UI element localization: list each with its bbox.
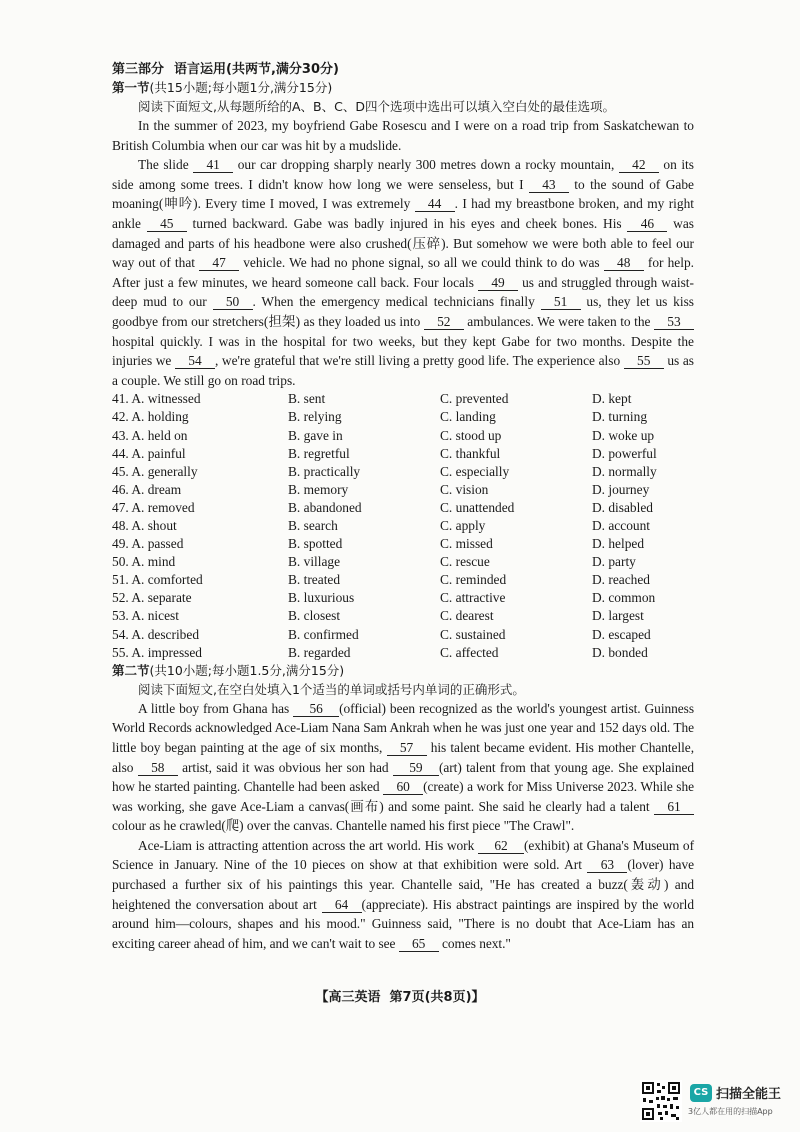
option-c: C. vision bbox=[440, 481, 489, 497]
section1-label: 第一节 bbox=[112, 80, 150, 95]
qr-code-icon bbox=[640, 1080, 682, 1122]
blank-41: 41 bbox=[193, 157, 233, 173]
option-d: D. common bbox=[592, 590, 656, 606]
cloze-text: . I had my breastbone broken, and my right ankle bbox=[112, 196, 694, 231]
option-d: D. turning bbox=[592, 409, 648, 425]
cloze-text: us, they let us kiss goodbye from our stretchers(担架) as they loaded us into bbox=[112, 294, 694, 329]
section-part: 第三部分 bbox=[112, 62, 165, 77]
page-footer bbox=[0, 986, 800, 1005]
option-row-48 bbox=[112, 517, 694, 535]
option-b: B. relying bbox=[288, 409, 342, 425]
cloze-text: . When the emergency medical technicians finally bbox=[252, 294, 541, 310]
blank-60: 60 bbox=[383, 779, 423, 795]
blank-58: 58 bbox=[138, 760, 178, 776]
option-a: 41. A. witnessed bbox=[112, 391, 201, 407]
option-d: D. account bbox=[592, 517, 651, 533]
cloze-text: on its side among some trees. I didn't know how long we were senseless, but I bbox=[112, 157, 694, 192]
option-a: 47. A. removed bbox=[112, 499, 195, 515]
option-row-46 bbox=[112, 481, 694, 499]
option-row-42 bbox=[112, 408, 694, 426]
grammar-text: (appreciate). His abstract paintings are inspired by the world around him—colours, shapes and his mood." Guinness said, "There is no doubt that Ace-Liam has an exciting career ahead of him, and we can't wait to see bbox=[112, 896, 694, 951]
option-b: B. sent bbox=[288, 391, 326, 407]
option-c: C. landing bbox=[440, 409, 496, 425]
grammar-paragraph-2 bbox=[112, 836, 694, 954]
option-d: D. bonded bbox=[592, 644, 648, 660]
blank-61: 61 bbox=[654, 799, 694, 815]
option-d: D. normally bbox=[592, 463, 657, 479]
blank-57: 57 bbox=[387, 740, 427, 756]
grammar-text: his talent became evident. His mother Chantelle, also bbox=[112, 739, 694, 775]
option-row-53 bbox=[112, 607, 694, 625]
option-c: C. affected bbox=[440, 644, 499, 660]
camscanner-tagline: 3亿人都在用的扫描App bbox=[688, 1107, 773, 1116]
cloze-text: turned backward. Gabe was badly injured in his eyes and cheek bones. His bbox=[186, 215, 628, 231]
option-d: D. party bbox=[592, 554, 636, 570]
option-row-41 bbox=[112, 390, 694, 408]
option-row-50 bbox=[112, 553, 694, 571]
option-d: D. escaped bbox=[592, 626, 651, 642]
option-a: 45. A. generally bbox=[112, 463, 198, 479]
blank-62: 62 bbox=[478, 838, 524, 854]
option-a: 48. A. shout bbox=[112, 517, 177, 533]
option-a: 44. A. painful bbox=[112, 445, 186, 461]
option-b: B. abandoned bbox=[288, 499, 362, 515]
blank-64: 64 bbox=[322, 897, 362, 913]
grammar-text: artist, said it was obvious her son had bbox=[177, 759, 393, 775]
blank-46: 46 bbox=[627, 216, 667, 232]
option-d: D. woke up bbox=[592, 427, 655, 443]
option-c: C. missed bbox=[440, 536, 493, 552]
option-a: 52. A. separate bbox=[112, 590, 192, 606]
footer-subject: 【高三英语 bbox=[315, 990, 381, 1005]
footer-page-number: 第7页(共8页)】 bbox=[389, 990, 485, 1005]
section1-instruction: 阅读下面短文,从每题所给的A、B、C、D四个选项中选出可以填入空白处的最佳选项。 bbox=[138, 99, 615, 114]
grammar-text: Ace-Liam is attracting attention across the art world. His work bbox=[138, 837, 478, 853]
option-a: 46. A. dream bbox=[112, 481, 182, 497]
option-c: C. apply bbox=[440, 517, 486, 533]
option-b: B. confirmed bbox=[288, 626, 359, 642]
option-a: 42. A. holding bbox=[112, 409, 189, 425]
option-d: D. helped bbox=[592, 536, 645, 552]
option-b: B. regarded bbox=[288, 644, 351, 660]
option-c: C. attractive bbox=[440, 590, 506, 606]
blank-56: 56 bbox=[293, 701, 339, 717]
cloze-text: our car dropping sharply nearly 300 metres down a rocky mountain, bbox=[233, 157, 619, 173]
blank-65: 65 bbox=[399, 936, 439, 952]
cloze-paragraph-1: In the summer of 2023, my boyfriend Gabe Rosescu and I were on a road trip from Saskatchewan to British Columbia when our car was hit by a mudslide. bbox=[112, 118, 694, 153]
cloze-text: for help. After just a few minutes, we heard someone call back. Four locals bbox=[112, 255, 694, 290]
blank-42: 42 bbox=[619, 157, 659, 173]
cloze-text: vehicle. We had no phone signal, so all we could think to do was bbox=[239, 255, 604, 271]
cloze-paragraph-2 bbox=[112, 155, 694, 390]
section2-title bbox=[112, 662, 694, 680]
option-row-55 bbox=[112, 644, 694, 662]
option-b: B. practically bbox=[288, 463, 361, 479]
option-c: C. unattended bbox=[440, 499, 515, 515]
grammar-text: colour as he crawled(爬) over the canvas. Chantelle named his first piece "The Crawl". bbox=[112, 818, 575, 834]
option-a: 43. A. held on bbox=[112, 427, 188, 443]
option-row-45 bbox=[112, 463, 694, 481]
blank-55: 55 bbox=[624, 353, 664, 369]
blank-63: 63 bbox=[587, 857, 627, 873]
blank-50: 50 bbox=[213, 294, 253, 310]
option-d: D. powerful bbox=[592, 445, 657, 461]
camscanner-name: 扫描全能王 bbox=[716, 1087, 782, 1102]
section-heading: 语言运用(共两节,满分30分) bbox=[174, 62, 339, 77]
option-b: B. spotted bbox=[288, 536, 343, 552]
section1-scoring: (共15小题;每小题1分,满分15分) bbox=[149, 80, 333, 95]
option-b: B. luxurious bbox=[288, 590, 355, 606]
option-row-44 bbox=[112, 445, 694, 463]
option-c: C. rescue bbox=[440, 554, 490, 570]
camscanner-logo-icon: CS bbox=[690, 1084, 712, 1102]
blank-53: 53 bbox=[654, 314, 694, 330]
blank-48: 48 bbox=[604, 255, 644, 271]
grammar-text: (art) talent from that young age. She explained how he started painting. Chantelle had been asked bbox=[112, 759, 694, 795]
options-table bbox=[112, 390, 694, 661]
option-row-49 bbox=[112, 535, 694, 553]
option-row-47 bbox=[112, 499, 694, 517]
option-d: D. reached bbox=[592, 572, 650, 588]
exam-page bbox=[112, 60, 694, 953]
option-a: 49. A. passed bbox=[112, 536, 184, 552]
option-b: B. closest bbox=[288, 608, 341, 624]
option-b: B. memory bbox=[288, 481, 349, 497]
option-c: C. reminded bbox=[440, 572, 507, 588]
section1-title bbox=[112, 79, 694, 97]
option-a: 51. A. comforted bbox=[112, 572, 203, 588]
section2-instruction: 阅读下面短文,在空白处填入1个适当的单词或括号内单词的正确形式。 bbox=[138, 681, 525, 697]
option-b: B. village bbox=[288, 554, 341, 570]
grammar-text: comes next." bbox=[438, 935, 511, 951]
option-row-51 bbox=[112, 571, 694, 589]
grammar-paragraph-1 bbox=[112, 699, 694, 836]
grammar-text: (lover) have purchased a further six of his paintings this year. Chantelle said, "He has created a buzz(轰动) and heightened the conversation about art bbox=[112, 857, 694, 912]
option-c: C. sustained bbox=[440, 626, 506, 642]
grammar-text: (create) a work for Miss Universe 2023. While she was working, she gave Ace-Liam a canvas(画布) and some paint. She said he clearly had a talent bbox=[112, 779, 695, 814]
option-d: D. disabled bbox=[592, 499, 653, 515]
option-d: D. kept bbox=[592, 391, 632, 407]
section-title bbox=[112, 60, 694, 79]
cloze-text: us as a couple. We still go on road trips. bbox=[112, 353, 694, 388]
option-a: 50. A. mind bbox=[112, 554, 176, 570]
blank-47: 47 bbox=[199, 255, 239, 271]
cloze-text: to the sound of Gabe moaning(呻吟). Every time I moved, I was extremely bbox=[112, 176, 694, 212]
option-row-54 bbox=[112, 626, 694, 644]
blank-51: 51 bbox=[541, 294, 581, 310]
option-d: D. largest bbox=[592, 608, 644, 624]
cloze-text: hospital quickly. I was in the hospital for two weeks, but they kept Gabe for two months. Despite the injuries we bbox=[112, 333, 694, 369]
option-c: C. stood up bbox=[440, 427, 502, 443]
blank-49: 49 bbox=[478, 275, 518, 291]
blank-45: 45 bbox=[147, 216, 187, 232]
option-b: B. treated bbox=[288, 572, 341, 588]
grammar-text: (exhibit) at Ghana's Museum of Science in January. Nine of the 10 pieces on show at that exhibition were sold. Art bbox=[112, 837, 694, 873]
blank-44: 44 bbox=[415, 196, 455, 212]
blank-59: 59 bbox=[393, 760, 439, 776]
option-b: B. search bbox=[288, 517, 338, 533]
option-a: 53. A. nicest bbox=[112, 608, 179, 624]
section2-scoring: (共10小题;每小题1.5分,满分15分) bbox=[149, 662, 345, 678]
cloze-text: us and struggled through waist-deep mud to our bbox=[112, 274, 694, 310]
section2-label: 第二节 bbox=[112, 662, 150, 678]
option-a: 55. A. impressed bbox=[112, 644, 203, 660]
option-row-52 bbox=[112, 589, 694, 607]
cloze-text: , we're grateful that we're still living a pretty good life. The experience also bbox=[214, 353, 624, 369]
option-a: 54. A. described bbox=[112, 626, 200, 642]
blank-54: 54 bbox=[175, 353, 215, 369]
option-c: C. especially bbox=[440, 463, 510, 479]
cloze-text: was damaged and parts of his headbone were also crushed(压碎). But somehow we were both able to feel our way out of that bbox=[112, 215, 694, 271]
grammar-text: A little boy from Ghana has bbox=[138, 700, 294, 716]
blank-52: 52 bbox=[424, 314, 464, 330]
cloze-text: The slide bbox=[138, 157, 194, 173]
grammar-text: (official) been recognized as the world's youngest artist. Guinness World Records acknowledged Ace-Liam Nana Sam Ankrah when he was just one year and 152 days old. The little boy began painting at the age of six months, bbox=[112, 700, 694, 755]
cloze-text: ambulances. We were taken to the bbox=[463, 313, 654, 329]
option-d: D. journey bbox=[592, 481, 650, 497]
blank-43: 43 bbox=[529, 177, 569, 193]
option-row-43 bbox=[112, 427, 694, 445]
option-c: C. prevented bbox=[440, 391, 509, 407]
option-b: B. gave in bbox=[288, 427, 343, 443]
option-b: B. regretful bbox=[288, 445, 350, 461]
option-c: C. dearest bbox=[440, 608, 494, 624]
option-c: C. thankful bbox=[440, 445, 501, 461]
